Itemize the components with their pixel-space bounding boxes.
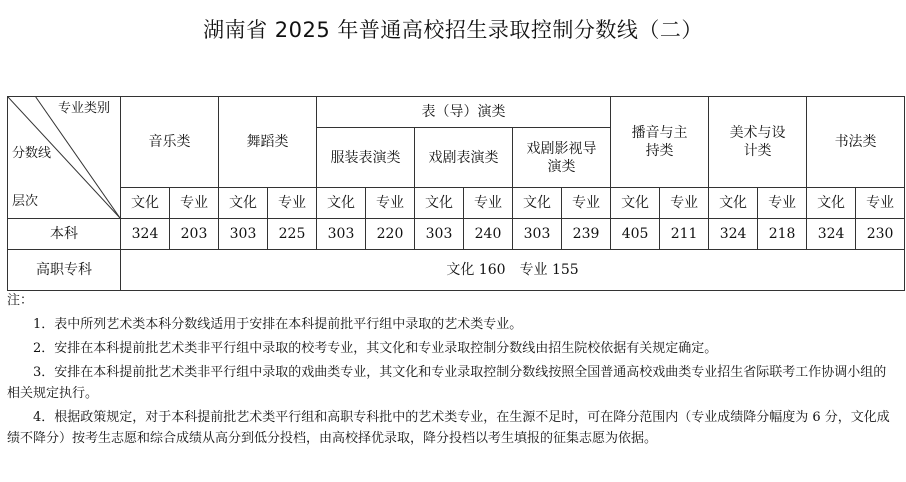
score-cell: 239: [562, 219, 611, 250]
header-calligraphy: 书法类: [807, 97, 905, 188]
sub-culture: 文化: [807, 188, 856, 219]
score-cell: 225: [268, 219, 317, 250]
score-cell: 203: [170, 219, 219, 250]
score-table: [7, 96, 905, 291]
header-costume: 服装表演类: [317, 128, 415, 188]
score-cell: 303: [219, 219, 268, 250]
score-cell: 211: [660, 219, 709, 250]
note-item-3: 3．安排在本科提前批艺术类非平行组中录取的戏曲类专业，其文化和专业录取控制分数线按照全国普通高校戏曲类专业招生省际联考工作协调小组的相关规定执行。: [7, 365, 887, 401]
header-music: 音乐类: [121, 97, 219, 188]
header-dance: 舞蹈类: [219, 97, 317, 188]
sub-culture: 文化: [219, 188, 268, 219]
notes-heading: 注：: [7, 293, 34, 308]
score-cell: 405: [611, 219, 660, 250]
vocational-score-cell: 文化 160 专业 155: [121, 250, 905, 291]
score-cell: 240: [464, 219, 513, 250]
header-art-text: 美术与设计类: [729, 125, 786, 159]
sub-major: 专业: [758, 188, 807, 219]
sub-major: 专业: [464, 188, 513, 219]
sub-major: 专业: [856, 188, 905, 219]
header-broadcast-text: 播音与主持类: [631, 125, 688, 159]
sub-culture: 文化: [415, 188, 464, 219]
sub-major: 专业: [660, 188, 709, 219]
header-broadcast: [611, 97, 709, 188]
score-cell: 220: [366, 219, 415, 250]
score-cell: 303: [513, 219, 562, 250]
score-cell: 218: [758, 219, 807, 250]
sub-culture: 文化: [513, 188, 562, 219]
page-title: 湖南省 2025 年普通高校招生录取控制分数线（二）: [203, 18, 703, 42]
score-cell: 324: [807, 219, 856, 250]
score-cell: 324: [709, 219, 758, 250]
sub-major: 专业: [268, 188, 317, 219]
sub-major: 专业: [562, 188, 611, 219]
score-cell: 230: [856, 219, 905, 250]
sub-culture: 文化: [121, 188, 170, 219]
header-drama: 戏剧表演类: [415, 128, 513, 188]
sub-culture: 文化: [709, 188, 758, 219]
sub-major: 专业: [170, 188, 219, 219]
row-label-undergrad: 本科: [8, 219, 121, 250]
note-item-1: 1．表中所列艺术类本科分数线适用于安排在本科提前批平行组中录取的艺术类专业。: [33, 317, 523, 332]
table-corner-header: [8, 97, 121, 219]
corner-label-category: 专业类别: [58, 101, 111, 116]
header-performance: 表（导）演类: [317, 97, 611, 128]
note-item-2: 2．安排在本科提前批艺术类非平行组中录取的校考专业，其文化和专业录取控制分数线由招生院校依据有关规定确定。: [33, 341, 718, 356]
header-film-text: 戏剧影视导演类: [526, 140, 597, 175]
score-cell: 303: [415, 219, 464, 250]
corner-label-score: 分数线: [12, 146, 52, 161]
sub-culture: 文化: [611, 188, 660, 219]
corner-label-level: 层次: [12, 194, 39, 209]
header-film: [513, 128, 611, 188]
note-item-4: 4．根据政策规定，对于本科提前批艺术类平行组和高职专科批中的艺术类专业，在生源不足时，可在降分范围内（专业成绩降分幅度为 6 分，文化成绩不降分）按考生志愿和综合成绩从高分到低分投档，由高校择优录取，降分投档以考生填报的征集志愿为依据。: [7, 410, 890, 446]
score-cell: 324: [121, 219, 170, 250]
header-art: [709, 97, 807, 188]
sub-culture: 文化: [317, 188, 366, 219]
notes-section: [7, 290, 899, 449]
score-cell: 303: [317, 219, 366, 250]
row-label-vocational: 高职专科: [8, 250, 121, 291]
sub-major: 专业: [366, 188, 415, 219]
